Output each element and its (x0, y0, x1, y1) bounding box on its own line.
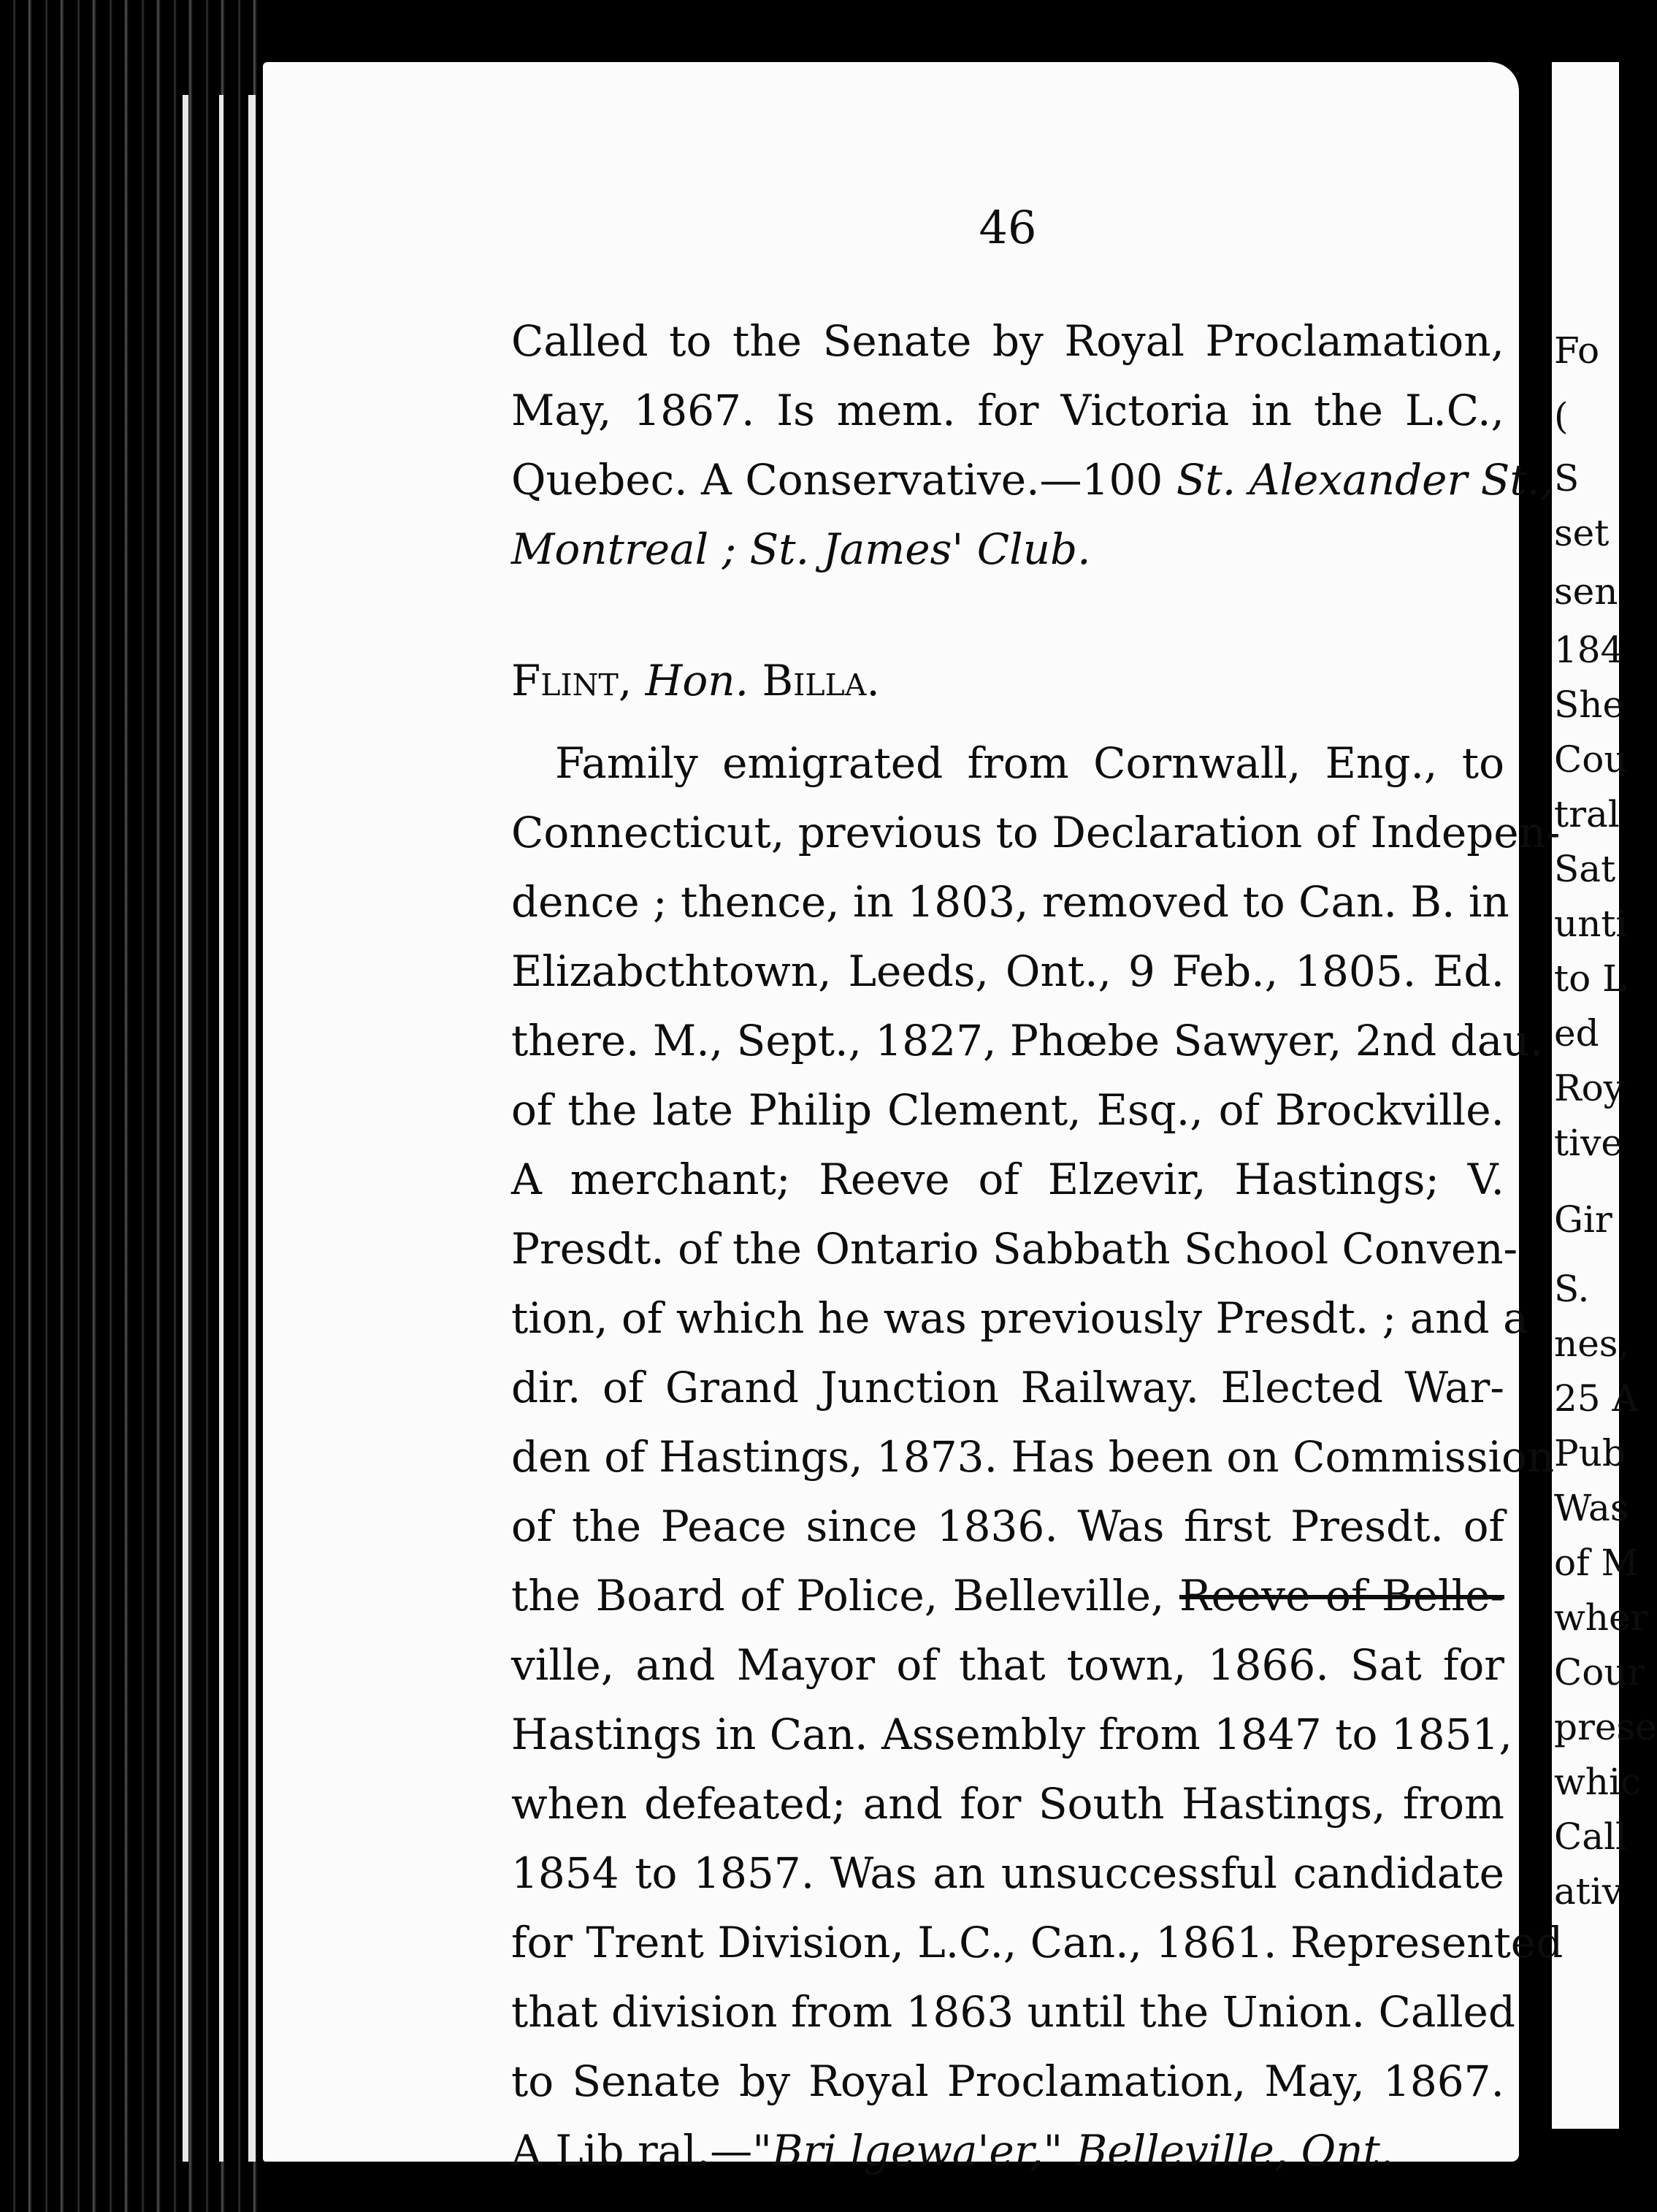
facing-page-line: S (1554, 457, 1580, 500)
facing-page-line: 184 (1554, 629, 1624, 671)
text-segment: "Bri lgewa'er," Belleville, Ont. (752, 2126, 1394, 2175)
text-line (511, 1631, 1504, 1700)
book-spine (0, 0, 270, 2212)
facing-page-line: She (1554, 684, 1625, 726)
text-segment: 1854 to 1857. Was an unsuccessful candidate (511, 1848, 1504, 1898)
text-line (511, 307, 1504, 376)
facing-page-line: Sat (1554, 848, 1616, 890)
text-segment: Connecticut, previous to Declaration of Indepen- (511, 808, 1561, 857)
text-segment: Hastings in Can. Assembly from 1847 to 1851, (511, 1710, 1512, 1759)
struck-text: Reeve of Belle- (1179, 1571, 1505, 1620)
text-segment: of the Peace since 1836. Was first Presdt. of (511, 1501, 1504, 1551)
facing-page-line: ativ (1554, 1870, 1623, 1913)
text-segment: May, 1867. Is mem. for Victoria in the L.C., (511, 386, 1504, 435)
text-line (511, 2047, 1504, 2116)
text-line (511, 1145, 1504, 1214)
text-segment: tion, of which he was previously Presdt. ; and a (511, 1293, 1528, 1343)
entry-heading: Flint, Hon. Billa. (511, 656, 880, 705)
entry-body (511, 729, 1564, 2186)
facing-page-line: unti (1554, 903, 1628, 945)
text-segment: to Senate by Royal Proclamation, May, 1867. (511, 2056, 1504, 2106)
text-segment: dir. of Grand Junction Railway. Elected War- (511, 1363, 1504, 1412)
page-edge (183, 95, 188, 2162)
text-segment: A merchant; Reeve of Elzevir, Hastings; V. (511, 1155, 1504, 1204)
text-line (511, 1076, 1504, 1145)
facing-page-line: nes, (1554, 1323, 1630, 1365)
text-segment: A Lib ral.— (511, 2126, 753, 2175)
page-edge (248, 95, 256, 2162)
facing-page-line: wher (1554, 1596, 1648, 1639)
text-segment: there. M., Sept., 1827, Phœbe Sawyer, 2nd dau. (511, 1016, 1544, 1065)
facing-page-line: Fo (1554, 329, 1600, 372)
text-segment: Quebec. A Conservative.—100 (511, 455, 1176, 505)
text-line (511, 2116, 1504, 2186)
facing-page-line: whic (1554, 1761, 1641, 1803)
text-segment: for Trent Division, L.C., Can., 1861. Represented (511, 1918, 1564, 1967)
text-line (511, 1492, 1504, 1561)
text-segment: Called to the Senate by Royal Proclamation, (511, 316, 1504, 366)
page-edge (219, 95, 223, 2162)
text-segment: Presdt. of the Ontario Sabbath School Conven- (511, 1224, 1518, 1274)
text-line (511, 1353, 1504, 1423)
text-line (511, 1006, 1544, 1076)
text-line (511, 376, 1504, 445)
facing-page-line: Pub (1554, 1432, 1626, 1474)
facing-page-line: Roy (1554, 1067, 1624, 1109)
text-line (511, 729, 1504, 798)
facing-page-line: S. (1554, 1268, 1590, 1310)
facing-page-line: Gir (1554, 1198, 1612, 1241)
text-line (511, 937, 1504, 1006)
text-line (511, 798, 1561, 868)
facing-page-line: prese (1554, 1706, 1657, 1748)
entry-title: Hon. (645, 656, 749, 705)
text-segment: Family emigrated from Cornwall, Eng., to (555, 738, 1504, 788)
text-segment: the Board of Police, Belleville, (511, 1571, 1179, 1620)
text-segment: that division from 1863 until the Union. Called (511, 1987, 1516, 2037)
facing-page-line: ( (1554, 395, 1569, 437)
facing-page-line: ed (1554, 1012, 1599, 1055)
text-line (511, 1978, 1516, 2047)
text-segment: Elizabcthtown, Leeds, Ont., 9 Feb., 1805. Ed. (511, 946, 1504, 996)
page-number: 46 (979, 201, 1037, 254)
facing-page-line: tive (1554, 1122, 1623, 1164)
text-segment: Montreal ; St. James' Club. (511, 524, 1091, 574)
text-segment: of the late Philip Clement, Esq., of Brockville. (511, 1085, 1504, 1135)
text-line (511, 1214, 1518, 1284)
text-segment: dence ; thence, in 1803, removed to Can. B. in (511, 877, 1509, 927)
facing-page-line: set (1554, 512, 1610, 554)
facing-page-line: of M (1554, 1542, 1639, 1584)
text-line (511, 1839, 1504, 1908)
text-line (511, 1908, 1564, 1978)
facing-page-line: sen (1554, 570, 1618, 613)
page-text (511, 307, 1564, 2186)
text-line (511, 515, 1504, 584)
text-line (511, 445, 1554, 515)
facing-page-line: Cou (1554, 738, 1628, 781)
text-line (511, 1423, 1555, 1492)
facing-page-line: Call (1554, 1815, 1628, 1858)
text-segment: St. Alexander St., (1176, 455, 1554, 505)
text-line (511, 868, 1509, 937)
text-segment: when defeated; and for South Hastings, from (511, 1779, 1504, 1829)
facing-page-line: tral (1554, 793, 1620, 835)
text-line (511, 1700, 1512, 1769)
facing-page-line: 25 A (1554, 1377, 1639, 1420)
text-segment: ville, and Mayor of that town, 1866. Sat for (511, 1640, 1504, 1690)
text-segment: den of Hastings, 1873. Has been on Commission (511, 1432, 1555, 1482)
text-line (511, 1284, 1528, 1353)
facing-page-line: to L (1554, 957, 1627, 1000)
text-line (511, 1561, 1504, 1631)
facing-page-line: Was (1554, 1487, 1629, 1529)
continuation-paragraph (511, 307, 1554, 584)
text-line (511, 1769, 1504, 1839)
entry-given-name: Billa. (762, 656, 880, 705)
facing-page-line: Cour (1554, 1651, 1645, 1694)
entry-surname: Flint (511, 656, 619, 705)
